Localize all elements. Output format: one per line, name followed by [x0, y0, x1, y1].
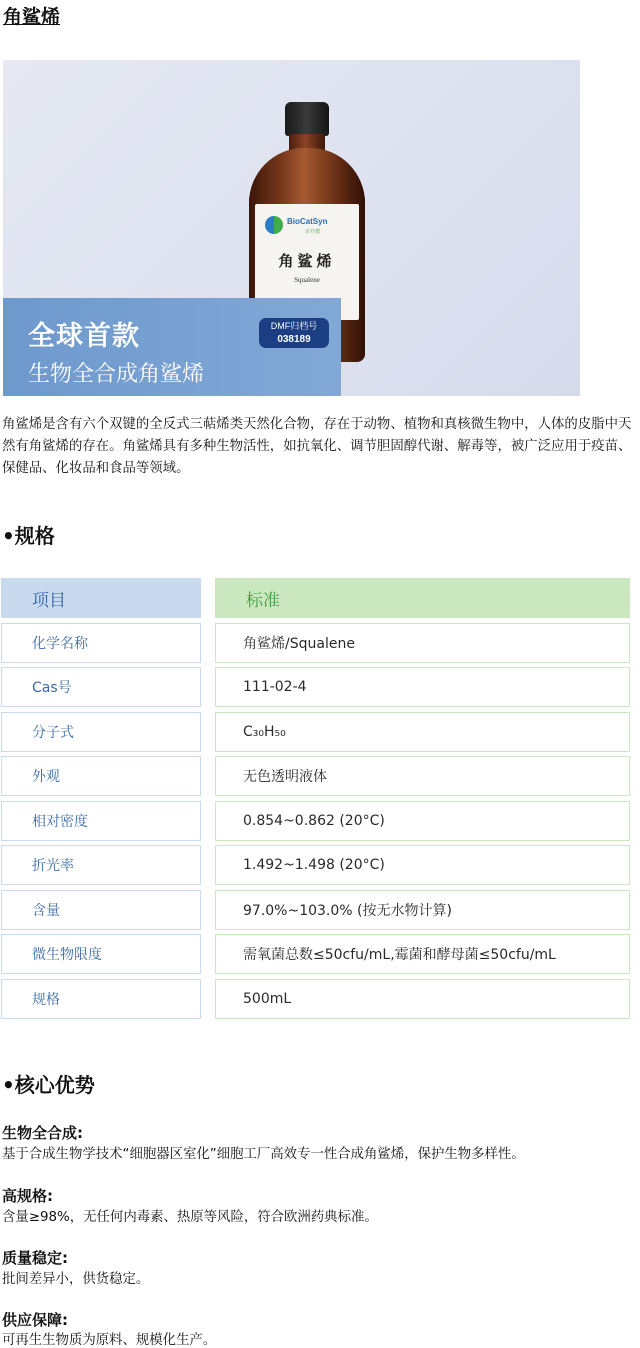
spec-item: 外观 [1, 756, 201, 796]
spec-item: Cas号 [1, 667, 201, 707]
product-description: 角鲨烯是含有六个双键的全反式三萜烯类天然化合物，存在于动物、植物和真核微生物中，人体的皮脂中天然有角鲨烯的存在。角鲨烯具有多种生物活性，如抗氧化、调节胆固醇代谢、解毒等，被广泛应用于疫苗、保健品、化妆品和食品等领域。 [2, 417, 632, 476]
advantage-desc: 含量≥98%，无任何内毒素、热原等风险，符合欧洲药典标准。 [2, 1210, 378, 1225]
table-row [0, 756, 640, 796]
advantage-title: 质量稳定: [2, 1249, 68, 1267]
table-row [0, 801, 640, 841]
spec-value: 500mL [215, 979, 630, 1019]
spec-item: 相对密度 [1, 801, 201, 841]
spec-item: 分子式 [1, 712, 201, 752]
brand-logo-icon [265, 216, 283, 234]
spec-value: 角鲨烯/Squalene [215, 623, 630, 663]
table-row [0, 667, 640, 707]
brand-logo-subtext: 百升德 [305, 229, 321, 235]
hero-subline: 生物全合成角鲨烯 [28, 362, 205, 387]
spec-value: 无色透明液体 [215, 756, 630, 796]
spec-value: 97.0%~103.0% (按无水物计算) [215, 890, 630, 930]
advantage-title: 高规格: [2, 1187, 53, 1205]
spec-item: 化学名称 [1, 623, 201, 663]
spec-value: 1.492~1.498 (20°C) [215, 845, 630, 885]
advantage-section-title: •核心优势 [2, 1073, 95, 1097]
spec-item: 规格 [1, 979, 201, 1019]
dmf-label: DMF归档号 [270, 321, 318, 331]
spec-value: 0.854~0.862 (20°C) [215, 801, 630, 841]
page-title: 角鲨烯 [3, 6, 61, 28]
dmf-number: 038189 [277, 334, 311, 345]
advantage-desc: 基于合成生物学技术“细胞器区室化”细胞工厂高效专一性合成角鲨烯，保护生物多样性。 [2, 1147, 525, 1162]
spec-value: 111-02-4 [215, 667, 630, 707]
table-row [0, 623, 640, 663]
brand-logo-text: BioCatSyn [287, 217, 328, 226]
spec-value: 需氧菌总数≤50cfu/mL,霉菌和酵母菌≤50cfu/mL [215, 934, 630, 974]
spec-item: 含量 [1, 890, 201, 930]
table-row [0, 845, 640, 885]
advantage-title: 供应保障: [2, 1311, 68, 1329]
table-row [0, 934, 640, 974]
hero-banner [3, 60, 580, 396]
bottle-name-cn: 角鲨烯 [278, 252, 336, 270]
spec-item: 微生物限度 [1, 934, 201, 974]
advantage-desc: 可再生生物质为原料、规模化生产。 [2, 1333, 217, 1348]
spec-item: 折光率 [1, 845, 201, 885]
spec-header-item: 项目 [1, 578, 201, 618]
advantage-title: 生物全合成: [2, 1124, 83, 1142]
bottle-name-en: Squalene [294, 276, 320, 284]
hero-headline: 全球首款 [28, 321, 140, 352]
bottle-cap [285, 102, 329, 136]
spec-value: C₃₀H₅₀ [215, 712, 630, 752]
dmf-badge [259, 318, 329, 348]
spec-header-row [0, 578, 640, 618]
table-row [0, 979, 640, 1019]
table-row [0, 712, 640, 752]
table-row [0, 890, 640, 930]
spec-section-title: •规格 [2, 524, 55, 548]
spec-header-standard: 标准 [215, 578, 630, 618]
advantage-desc: 批间差异小，供货稳定。 [2, 1272, 150, 1287]
